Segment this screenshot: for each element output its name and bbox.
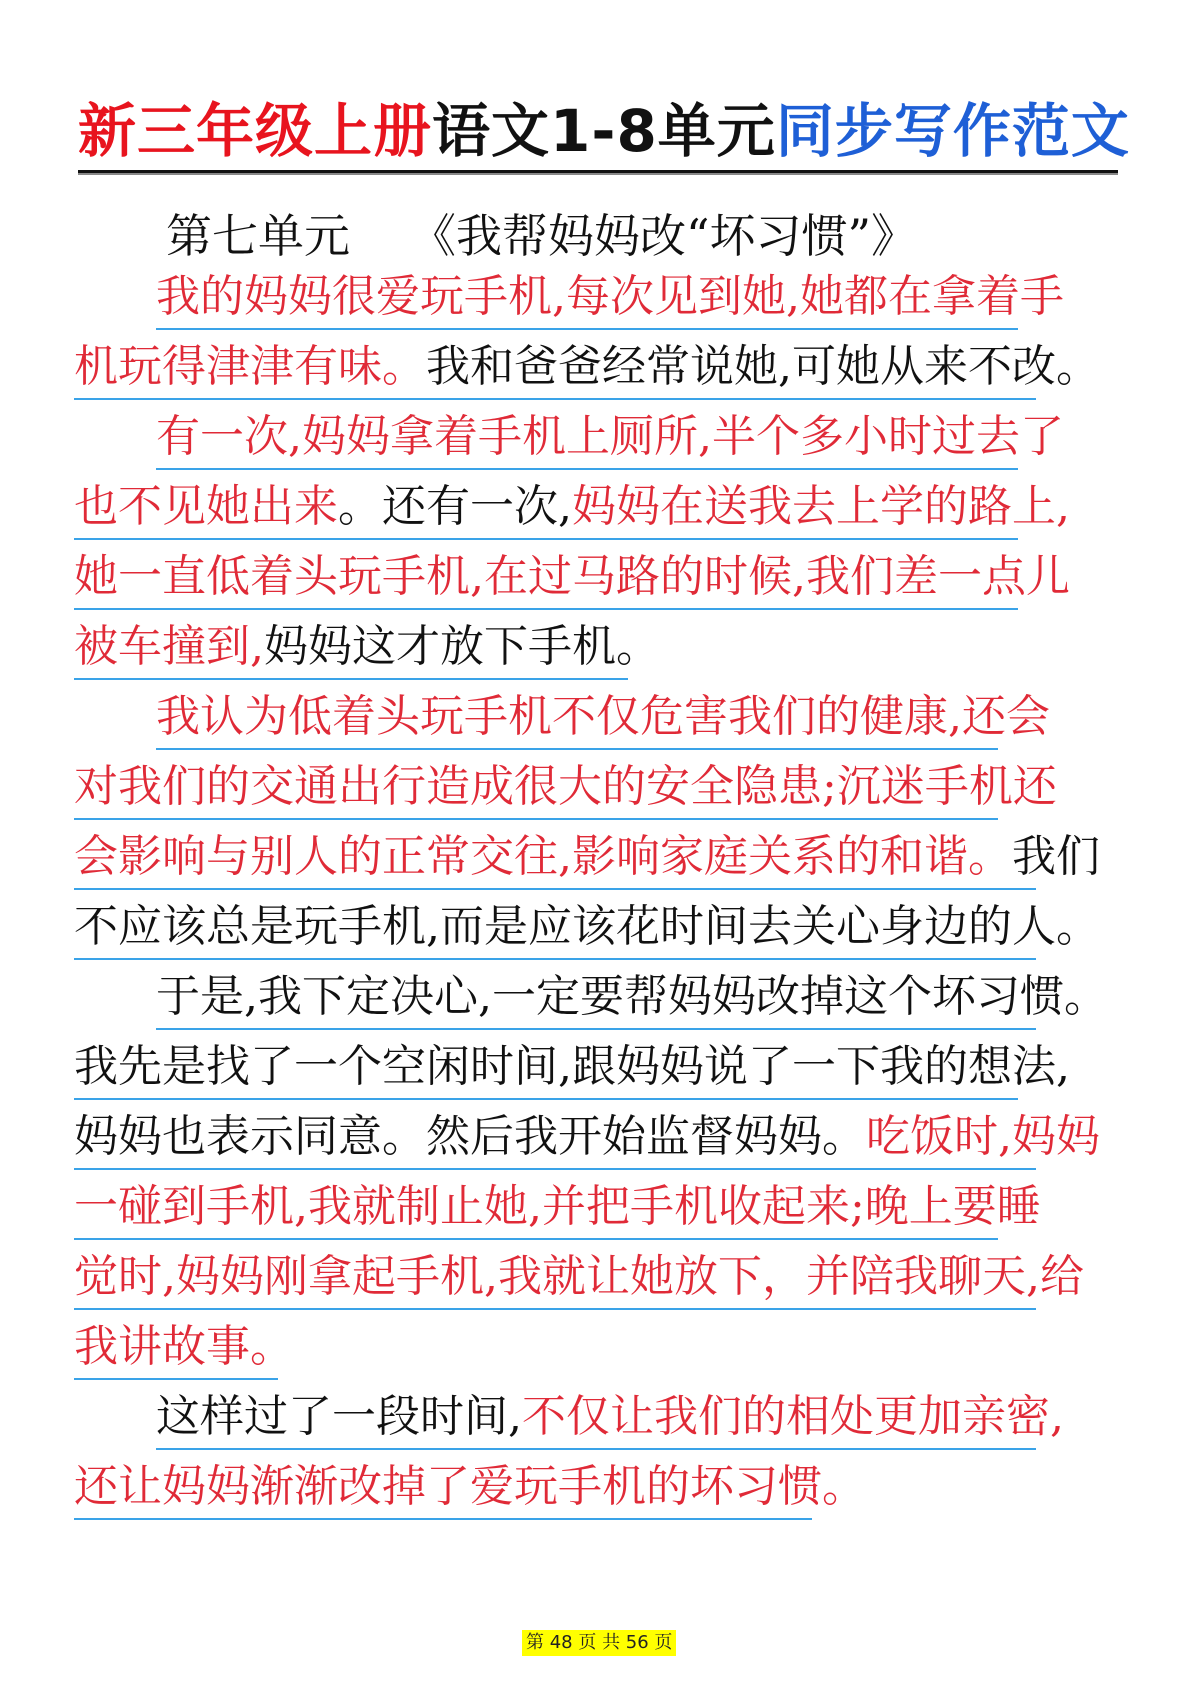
essay-line [74,1106,1100,1170]
title-part-subject: 语文1-8单元 [432,97,776,165]
essay-line [74,616,660,680]
title-part-grade: 新三年级上册 [78,97,433,165]
highlighted-text: 还让妈妈渐渐改掉了爱玩手机的坏习惯。 [74,1461,866,1512]
plain-text: 我先是找了一个空闲时间,跟妈妈说了一下我的想法, [74,1041,1070,1092]
highlighted-text: 我认为低着头玩手机不仅危害我们的健康,还会 [156,691,1050,742]
essay-line [74,1176,1041,1240]
unit-label: 第七单元 [166,209,350,263]
highlighted-text: 被车撞到, [74,621,264,672]
essay-line [156,266,1064,330]
essay-line [74,546,1070,610]
title-part-topic: 同步写作范文 [775,97,1130,165]
highlighted-text: 对我们的交通出行造成很大的安全隐患;沉迷手机还 [74,761,1057,812]
essay-line [74,756,1057,820]
highlighted-text: 她一直低着头玩手机,在过马路的时候,我们差一点儿 [74,551,1070,602]
highlighted-text: 也不见她出来 [74,481,338,532]
plain-text: 我们 [1011,831,1100,882]
essay-line [74,1036,1070,1100]
highlighted-text: 会影响与别人的正常交往,影响家庭关系的和谐。 [74,831,1012,882]
essay-title: 《我帮妈妈改“坏习惯”》 [410,209,918,263]
essay-heading [166,200,917,272]
essay-line [74,476,1070,540]
essay-line [74,826,1100,890]
essay-line [74,1316,294,1380]
plain-text: 。还有一次, [338,481,572,532]
highlighted-text: 机玩得津津有味。 [74,341,426,392]
plain-text: 我和爸爸经常说她,可她从来不改。 [426,341,1100,392]
title-underline [78,170,1118,173]
essay-line [156,966,1108,1030]
essay-line [156,686,1050,750]
plain-text: 妈妈这才放下手机。 [264,621,660,672]
plain-text: 不应该总是玩手机,而是应该花时间去关心身边的人。 [74,901,1100,952]
plain-text: 这样过了一段时间, [156,1391,522,1442]
highlighted-text: 我讲故事。 [74,1321,294,1372]
highlighted-text: 一碰到手机,我就制止她,并把手机收起来;晚上要睡 [74,1181,1041,1232]
essay-line [156,406,1064,470]
highlighted-text: 妈妈在送我去上学的路上, [572,481,1070,532]
page-title [78,92,1130,170]
highlighted-text: 觉时,妈妈刚拿起手机,我就让她放下，并陪我聊天,给 [74,1251,1084,1302]
essay-line [74,1246,1084,1310]
essay-line [74,336,1100,400]
essay-line [156,1386,1064,1450]
highlighted-text: 不仅让我们的相处更加亲密, [522,1391,1064,1442]
essay-line [74,896,1100,960]
highlighted-text: 我的妈妈很爱玩手机,每次见到她,她都在拿着手 [156,271,1064,322]
page-number: 第 48 页 共 56 页 [522,1630,676,1656]
highlighted-text: 有一次,妈妈拿着手机上厕所,半个多小时过去了 [156,411,1064,462]
essay-line [74,1456,866,1520]
highlighted-text: 吃饭时,妈妈 [866,1111,1100,1162]
plain-text: 妈妈也表示同意。然后我开始监督妈妈。 [74,1111,866,1162]
plain-text: 于是,我下定决心,一定要帮妈妈改掉这个坏习惯。 [156,971,1108,1022]
